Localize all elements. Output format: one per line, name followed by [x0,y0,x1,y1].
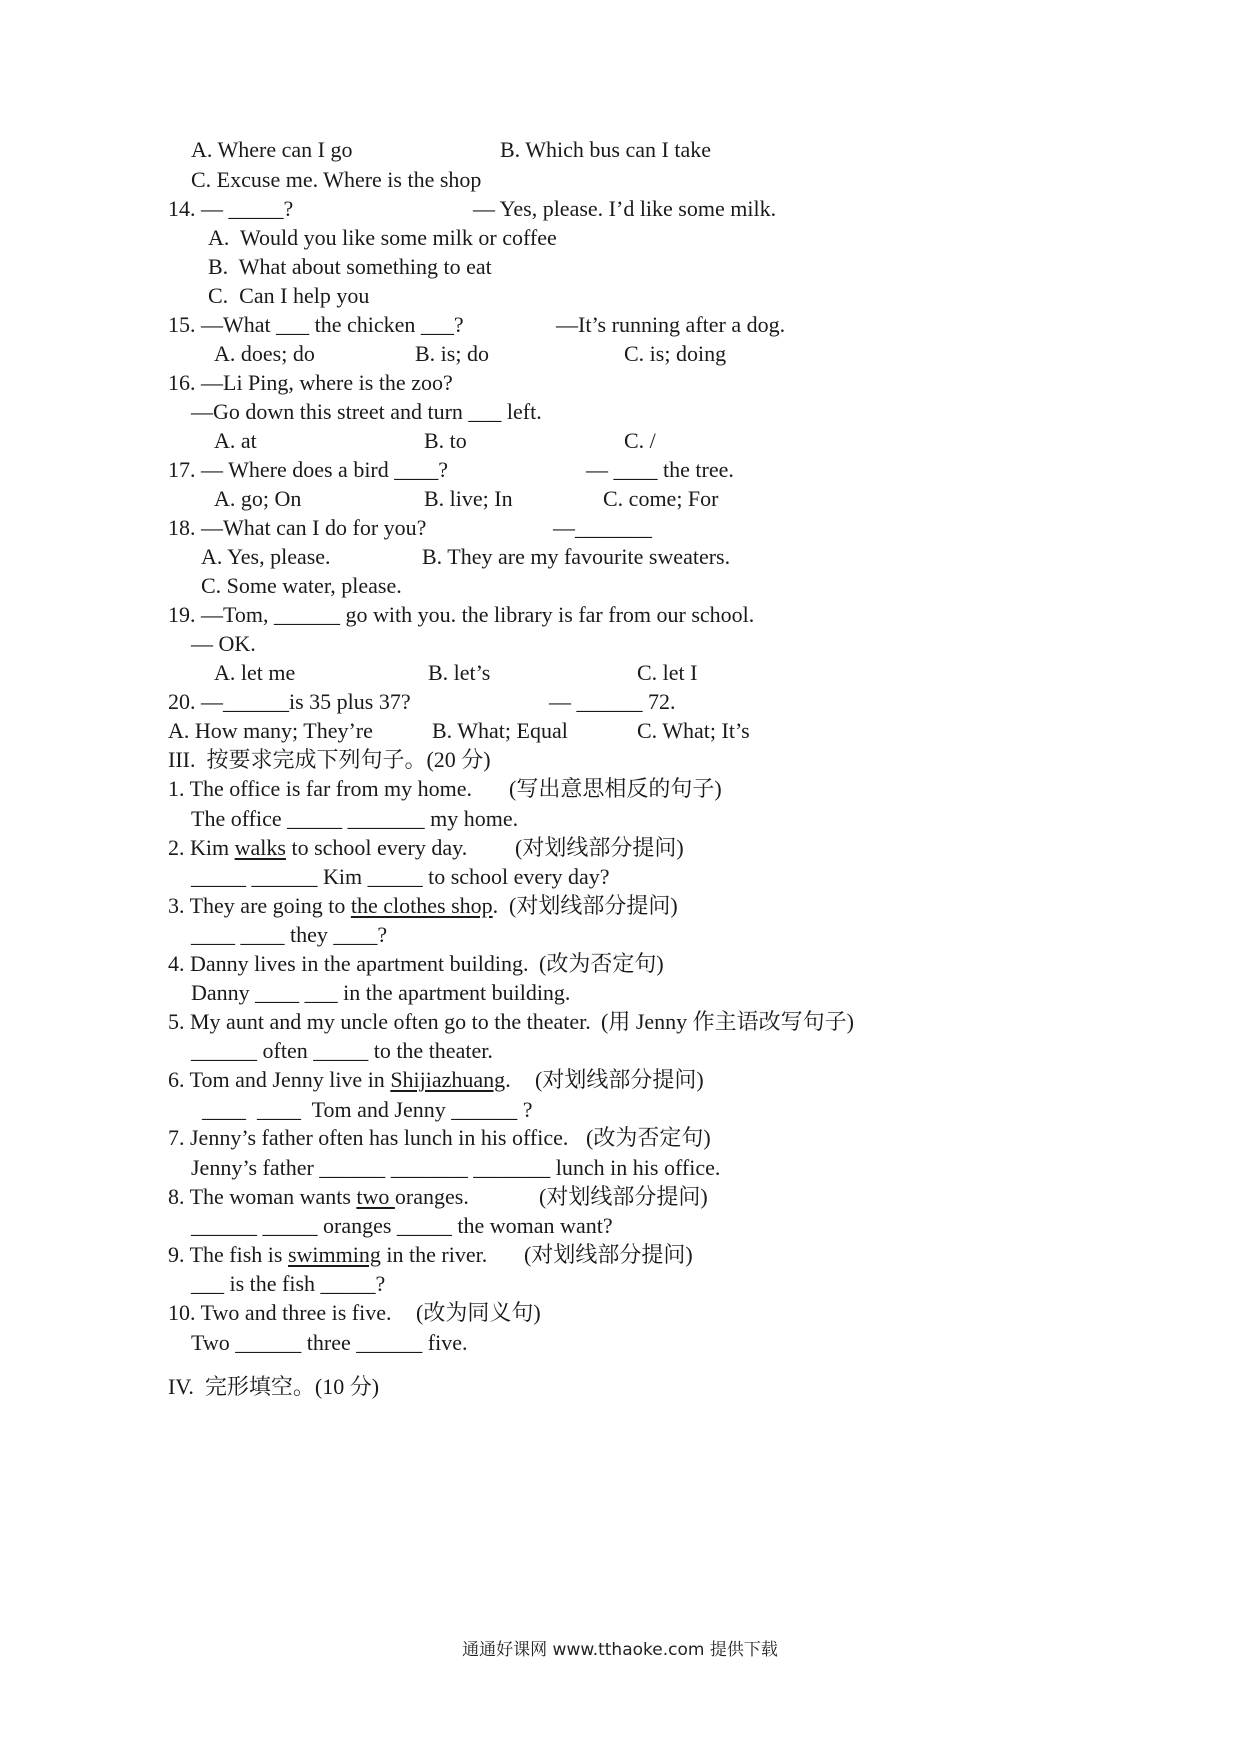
q19-answer: — OK. [191,631,256,656]
q19-option-c: C. let I [637,660,698,685]
q17-option-c: C. come; For [603,486,719,511]
q19-option-b: B. let’s [428,660,491,685]
iii-item-9-instruction: (对划线部分提问) [524,1242,693,1267]
iii-item-8-answer: ______ _____ oranges _____ the woman want? [191,1213,613,1238]
q17-prompt: 17. — Where does a bird ____? [168,457,449,482]
iii-item-10-answer: Two ______ three ______ five. [191,1330,468,1355]
q17-option-b: B. live; In [424,486,513,511]
iii-item-4-answer: Danny ____ ___ in the apartment building. [191,980,571,1005]
q20-answer: — ______ 72. [549,689,676,714]
q16-option-c: C. / [624,428,656,453]
q19-prompt: 19. —Tom, ______ go with you. the library is far from our school. [168,602,755,627]
iii-item-4-instruction: (改为否定句) [539,951,664,976]
iii-item-6-instruction: (对划线部分提问) [535,1067,704,1092]
q17-answer: — ____ the tree. [586,457,734,482]
q14-prompt: 14. — _____? [168,196,294,221]
page-footer: 通通好课网 www.tthaoke.com 提供下载 [462,1640,778,1660]
q20-option-b: B. What; Equal [432,718,568,743]
iii-item-9-answer: ___ is the fish _____? [191,1271,386,1296]
q18-option-c: C. Some water, please. [201,573,402,598]
iii-item-3-answer: ____ ____ they ____? [191,922,388,947]
iii-item-2-instruction: (对划线部分提问) [515,835,684,860]
iii-item-1-answer: The office _____ _______ my home. [191,806,519,831]
iii-item-6-question: 6. Tom and Jenny live in Shijiazhuang. [168,1067,511,1092]
q16-option-b: B. to [424,428,467,453]
q15-option-c: C. is; doing [624,341,727,366]
iii-item-8-instruction: (对划线部分提问) [539,1184,708,1209]
q18-answer: —_______ [553,515,652,540]
q16-prompt: 16. —Li Ping, where is the zoo? [168,370,453,395]
iii-item-3-instruction: (对划线部分提问) [509,893,678,918]
section-iv-heading: IV. 完形填空。(10 分) [168,1374,380,1399]
q20-option-a: A. How many; They’re [168,718,373,743]
iii-item-10-question: 10. Two and three is five. [168,1300,392,1325]
iii-item-5-question: 5. My aunt and my uncle often go to the theater. [168,1009,591,1034]
q20-option-c: C. What; It’s [637,718,750,743]
q14-option-c: C. Can I help you [208,283,370,308]
iii-item-8-question: 8. The woman wants two oranges. [168,1184,469,1209]
q19-option-a: A. let me [214,660,296,685]
iii-item-5-instruction: (用 Jenny 作主语改写句子) [601,1009,854,1034]
q13-option-b: B. Which bus can I take [500,137,711,162]
iii-item-7-answer: Jenny’s father ______ _______ _______ lunch in his office. [191,1155,721,1180]
q17-option-a: A. go; On [214,486,302,511]
iii-item-1-instruction: (写出意思相反的句子) [509,776,722,801]
q20-prompt: 20. —______is 35 plus 37? [168,689,411,714]
q15-option-a: A. does; do [214,341,315,366]
q14-option-b: B. What about something to eat [208,254,492,279]
iii-item-10-instruction: (改为同义句) [416,1300,541,1325]
q14-option-a: A. Would you like some milk or coffee [208,225,557,250]
q15-option-b: B. is; do [415,341,489,366]
q13-option-a: A. Where can I go [191,137,353,162]
q18-prompt: 18. —What can I do for you? [168,515,427,540]
iii-item-7-question: 7. Jenny’s father often has lunch in his office. [168,1125,569,1150]
iii-item-1-question: 1. The office is far from my home. [168,776,473,801]
q18-option-a: A. Yes, please. [201,544,331,569]
iii-item-2-question: 2. Kim walks to school every day. [168,835,468,860]
iii-item-7-instruction: (改为否定句) [586,1125,711,1150]
iii-item-2-answer: _____ ______ Kim _____ to school every day? [191,864,610,889]
q16-option-a: A. at [214,428,257,453]
q16-answer: —Go down this street and turn ___ left. [191,399,542,424]
iii-item-5-answer: ______ often _____ to the theater. [191,1038,493,1063]
q18-option-b: B. They are my favourite sweaters. [422,544,731,569]
q15-prompt: 15. —What ___ the chicken ___? [168,312,464,337]
section-iii-heading: III. 按要求完成下列句子。(20 分) [168,747,491,772]
q14-answer: — Yes, please. I’d like some milk. [473,196,777,221]
iii-item-6-answer: ____ ____ Tom and Jenny ______ ? [191,1097,533,1122]
iii-item-9-question: 9. The fish is swimming in the river. [168,1242,488,1267]
iii-item-3-question: 3. They are going to the clothes shop. [168,893,499,918]
q13-option-c: C. Excuse me. Where is the shop [191,167,482,192]
iii-item-4-question: 4. Danny lives in the apartment building. [168,951,529,976]
q15-answer: —It’s running after a dog. [556,312,786,337]
